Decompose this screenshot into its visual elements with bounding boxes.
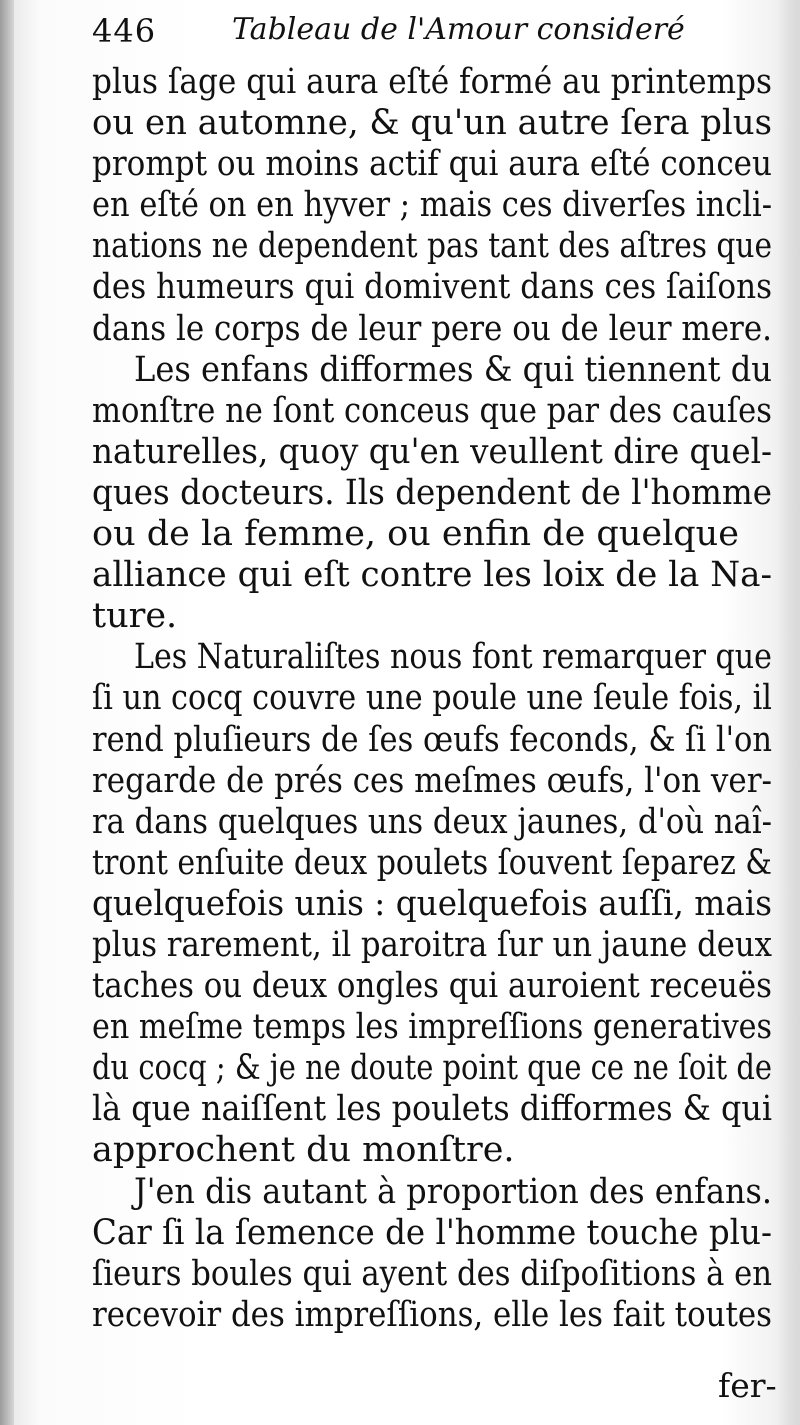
text-line: ra dans quelques uns deux jaunes, d'où naî- <box>92 801 772 842</box>
text-line: ou de la femme, ou enfin de quelque <box>92 514 739 555</box>
text-line: ſi un cocq couvre une poule une ſeule fois, il <box>92 678 772 719</box>
paragraph-start-line: Les Naturaliſtes nous font remarquer que <box>134 637 772 678</box>
running-title: Tableau de l'Amour consideré <box>232 12 685 47</box>
text-line: nations ne dependent pas tant des aſtres que <box>92 226 773 267</box>
text-line: là que naiſſent les poulets difformes & qui <box>92 1089 773 1130</box>
text-line: rend pluſieurs de ſes œufs feconds, & ſi l'on <box>92 719 773 760</box>
text-line: dans le corps de leur pere ou de leur mere. <box>92 308 773 349</box>
page-gutter-shadow <box>0 0 14 1425</box>
paragraph-start-line: Les enfans difformes & qui tiennent du <box>134 349 773 390</box>
text-line: recevoir des impreſſions, elle les fait toutes <box>92 1294 772 1335</box>
text-line: naturelles, quoy qu'en veullent dire quel- <box>92 431 773 472</box>
text-line: taches ou deux ongles qui auroient receuës <box>92 966 772 1007</box>
text-line: prompt ou moins actif qui aura eſté conceu <box>92 144 773 185</box>
text-line: ques docteurs. Ils dependent de l'homme <box>92 472 773 513</box>
catchword: fer- <box>718 1366 777 1405</box>
text-line: en meſme temps les impreſſions generatives <box>92 1007 773 1048</box>
text-line: quelquefois unis : quelquefois auſſi, mais <box>92 883 772 924</box>
text-line: approchent du monſtre. <box>92 1130 515 1171</box>
text-line: du cocq ; & je ne doute point que ce ne ſoit de <box>92 1048 772 1089</box>
text-line: regarde de prés ces meſmes œufs, l'on ver- <box>92 760 772 801</box>
text-line: ture. <box>92 596 178 637</box>
text-line: alliance qui eſt contre les loix de la Na- <box>92 555 772 596</box>
body-text <box>92 62 772 1336</box>
page-header <box>92 8 685 50</box>
text-line: ſieurs boules qui ayent des diſpoſitions à en <box>92 1253 773 1294</box>
text-line: des humeurs qui domivent dans ces ſaiſons <box>92 267 773 308</box>
text-line: plus rarement, il paroitra ſur un jaune deux <box>92 924 773 965</box>
text-line: ou en automne, & qu'un autre ſera plus <box>92 103 772 144</box>
paragraph-start-line: J'en dis autant à proportion des enfans. <box>134 1171 773 1212</box>
text-line: en eſté on en hyver ; mais ces diverſes incli- <box>92 185 772 226</box>
page-number: 446 <box>92 12 157 50</box>
text-line: monſtre ne ſont conceus que par des cauſes <box>92 390 772 431</box>
text-line: plus ſage qui aura eſté formé au printemps <box>92 62 772 102</box>
text-line: tront enſuite deux poulets ſouvent ſeparez & <box>92 842 773 883</box>
text-line: Car ſi la ſemence de l'homme touche plu- <box>92 1212 772 1253</box>
